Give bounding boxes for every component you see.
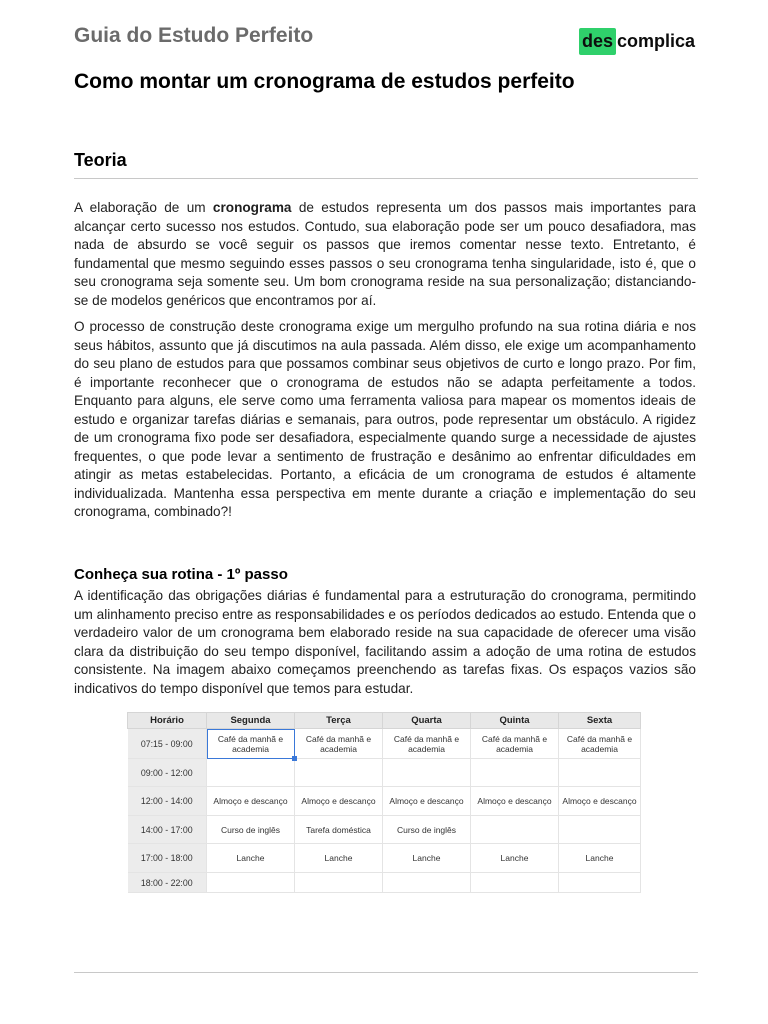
time-cell: 12:00 - 14:00	[128, 787, 207, 816]
table-cell	[559, 759, 641, 787]
table-cell: Almoço e descanço	[295, 787, 383, 816]
table-cell: Lanche	[207, 844, 295, 873]
section-title-theory: Teoria	[74, 150, 127, 170]
descomplica-logo	[579, 26, 695, 56]
table-cell: Lanche	[383, 844, 471, 873]
theory-paragraph-2: O processo de construção deste cronograma exige um mergulho profundo na sua rotina diária e nos seus hábitos, assunto que já discutimos na aula passada. Além disso, ele exige um acompanhamento do seu plano de estudos para que possamos combinar seus objetivos de curto e longo prazo. Por fim, é importante reconhecer que o cronograma de estudos não se adapta perfeitamente a todos. Enquanto para alguns, ele serve como uma ferramenta valiosa para mapear os momentos ideais de estudo e organizar tarefas diárias e semanais, para outros, pode representar um obstáculo. A rigidez de um cronograma fixo pode ser desafiadora, especialmente quando surge a necessidade de ajustes frequentes, o que pode levar a sentimento de frustração e desânimo ao enfrentar dificuldades em atingir as metas estabelecidas. Portanto, a eficácia de um cronograma de estudos é altamente individualizada. Mantenha essa perspectiva em mente durante a criação e implementação do seu cronograma, combinado?!	[74, 319, 696, 519]
header-cell-terca: Terça	[295, 713, 383, 729]
table-cell: Curso de inglês	[383, 816, 471, 844]
page-title: Como montar um cronograma de estudos perfeito	[74, 70, 575, 93]
table-cell: Tarefa doméstica	[295, 816, 383, 844]
table-cell: Almoço e descanço	[559, 787, 641, 816]
table-row	[128, 873, 641, 893]
table-cell: Almoço e descanço	[383, 787, 471, 816]
bold-term: cronograma	[212, 200, 292, 215]
header-title: Guia do Estudo Perfeito	[74, 24, 314, 47]
time-cell: 07:15 - 09:00	[128, 729, 207, 759]
logo-part-des: des	[579, 28, 616, 55]
schedule-table	[127, 712, 641, 893]
table-cell: Café da manhã e academia	[471, 729, 559, 759]
table-row	[128, 816, 641, 844]
logo-part-complica: complica	[617, 31, 696, 51]
table-cell: Café da manhã e academia	[295, 729, 383, 759]
time-cell: 17:00 - 18:00	[128, 844, 207, 873]
table-cell	[295, 873, 383, 893]
table-cell: Café da manhã e academia	[559, 729, 641, 759]
table-cell: Almoço e descanço	[471, 787, 559, 816]
table-cell	[295, 759, 383, 787]
table-cell	[471, 816, 559, 844]
table-cell	[383, 759, 471, 787]
footer-divider	[74, 972, 698, 973]
theory-paragraph-1: A elaboração de um cronograma de estudos representa um dos passos mais importantes para alcançar certo sucesso nos estudos. Contudo, sua elaboração pode ser um pouco desafiadora, mas nada de absurdo se você seguir os passos que iremos comentar nesse texto. Entretanto, é fundamental que mesmo seguindo esses passos o seu cronograma tenha singularidade, isto é, que o seu cronograma seja somente seu. Um bom cronograma reside na sua personalização; distanciando-se de modelos genéricos que encontramos por aí.	[74, 200, 696, 308]
table-cell	[207, 759, 295, 787]
table-cell	[471, 873, 559, 893]
time-cell: 18:00 - 22:00	[128, 873, 207, 893]
header-cell-horario: Horário	[128, 713, 207, 729]
header-cell-quarta: Quarta	[383, 713, 471, 729]
table-cell	[471, 759, 559, 787]
selection-handle[interactable]	[292, 756, 297, 761]
table-row	[128, 844, 641, 873]
table-row	[128, 759, 641, 787]
time-cell: 14:00 - 17:00	[128, 816, 207, 844]
time-cell: 09:00 - 12:00	[128, 759, 207, 787]
step-1-title: Conheça sua rotina - 1º passo	[74, 566, 288, 583]
table-cell-selected[interactable]: Café da manhã e academia	[207, 729, 295, 759]
table-cell: Curso de inglês	[207, 816, 295, 844]
table-cell: Café da manhã e academia	[383, 729, 471, 759]
table-cell: Lanche	[471, 844, 559, 873]
table-row	[128, 729, 641, 759]
table-row	[128, 787, 641, 816]
table-cell: Lanche	[295, 844, 383, 873]
table-cell	[383, 873, 471, 893]
header-cell-sexta: Sexta	[559, 713, 641, 729]
section-divider	[74, 178, 698, 179]
table-cell	[207, 873, 295, 893]
header-cell-quinta: Quinta	[471, 713, 559, 729]
schedule-header-row	[128, 713, 641, 729]
step-1-paragraph: A identificação das obrigações diárias é fundamental para a estruturação do cronograma, permitindo um alinhamento preciso entre as responsabilidades e os períodos dedicados ao estudo. Entenda que o verdadeiro valor de um cronograma bem elaborado reside na sua capacidade de oferecer uma visão clara da distribuição do seu tempo disponível, facilitando assim a adoção de uma rotina de estudos consistente. Na imagem abaixo começamos preenchendo as tarefas fixas. Os espaços vazios são indicativos do tempo disponível que temos para estudar.	[74, 588, 696, 696]
table-cell: Almoço e descanço	[207, 787, 295, 816]
header-cell-segunda: Segunda	[207, 713, 295, 729]
table-cell	[559, 873, 641, 893]
table-cell: Lanche	[559, 844, 641, 873]
table-cell	[559, 816, 641, 844]
